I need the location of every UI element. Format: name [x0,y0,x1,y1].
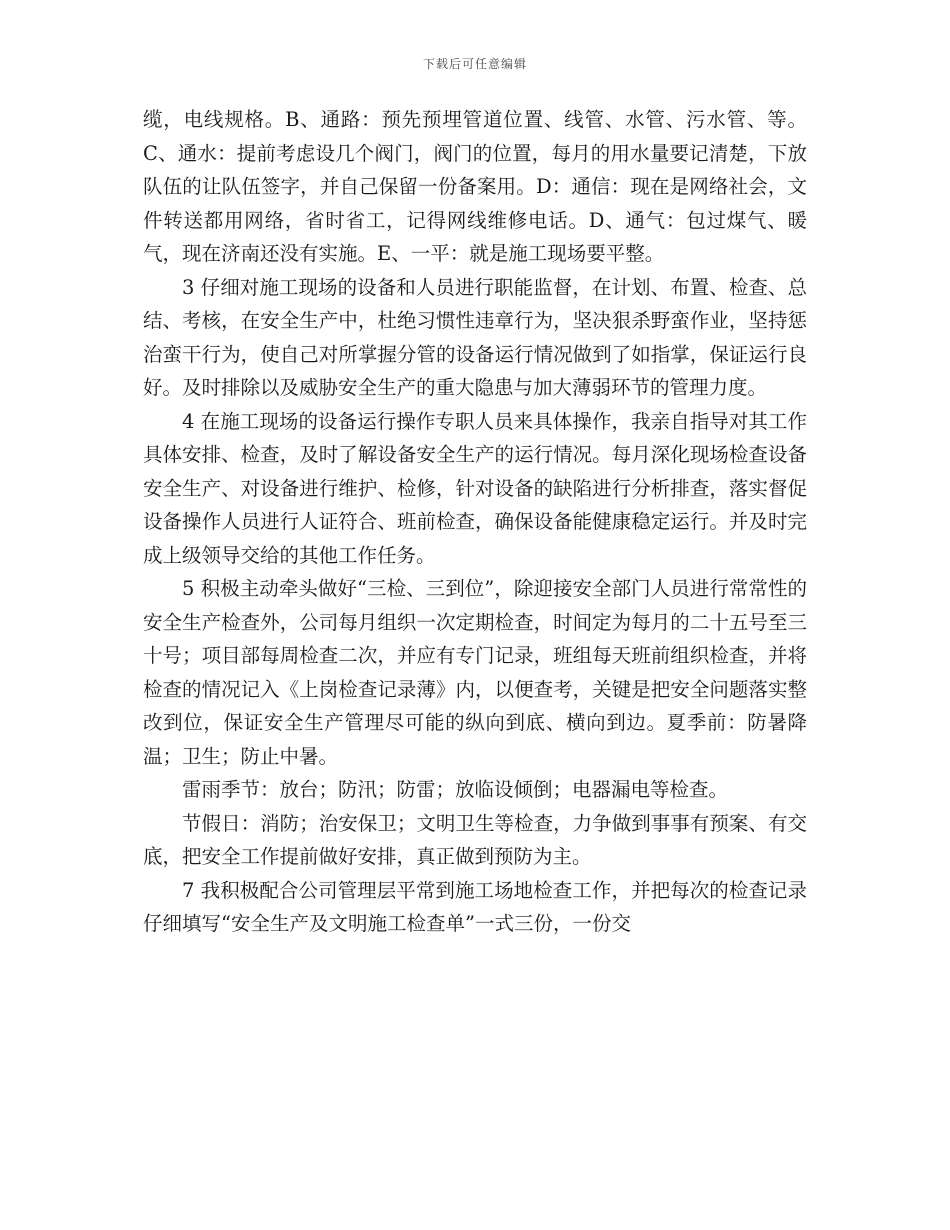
paragraph-1: 缆，电线规格。B、通路：预先预埋管道位置、线管、水管、污水管、等。C、通水：提前考虑设几个阀门，阀门的位置，每月的用水量要记清楚，下放队伍的让队伍签字，并自己保留一份备案用。D：通信：现在是网络社会，文件转送都用网络，省时省工，记得网线维修电话。D、通气：包过煤气、暖气，现在济南还没有实施。E、一平：就是施工现场要平整。 [143,108,807,265]
paragraph-4: 5 积极主动牵头做好“三检、三到位”，除迎接安全部门人员进行常常性的安全生产检查外，公司每月组织一次定期检查，时间定为每月的二十五号至三十号；项目部每周检查二次，并应有专门记录，班组每天班前组织检查，并将检查的情况记入《上岗检查记录薄》内，以便查考，关键是把安全问题落实整改到位，保证安全生产管理尽可能的纵向到底、横向到边。夏季前：防暑降温；卫生；防止中暑。 [143,577,807,768]
page-header: 下载后可任意编辑 [422,57,527,71]
document-body [143,103,807,941]
paragraph-7: 7 我积极配合公司管理层平常到施工场地检查工作，并把每次的检查记录仔细填写“安全生产及文明施工检查单”一式三份，一份交 [143,878,807,935]
paragraph-6: 节假日：消防；治安保卫；文明卫生等检查，力争做到事事有预案、有交底，把安全工作提前做好安排，真正做到预防为主。 [143,811,807,868]
paragraph-2: 3 仔细对施工现场的设备和人员进行职能监督，在计划、布置、检查、总结、考核，在安全生产中，杜绝习惯性违章行为，坚决狠杀野蛮作业，坚持惩治蛮干行为，使自己对所掌握分管的设备运行情况做到了如指掌，保证运行良好。及时排除以及威胁安全生产的重大隐患与加大薄弱环节的管理力度。 [143,275,807,399]
paragraph-5: 雷雨季节：放台；防汛；防雷；放临设倾倒；电器漏电等检查。 [182,778,729,801]
paragraph-3: 4 在施工现场的设备运行操作专职人员来具体操作，我亲自指导对其工作具体安排、检查，及时了解设备安全生产的运行情况。每月深化现场检查设备安全生产、对设备进行维护、检修，针对设备的缺陷进行分析排查，落实督促设备操作人员进行人证符合、班前检查，确保设备能健康稳定运行。并及时完成上级领导交给的其他工作任务。 [143,409,807,567]
